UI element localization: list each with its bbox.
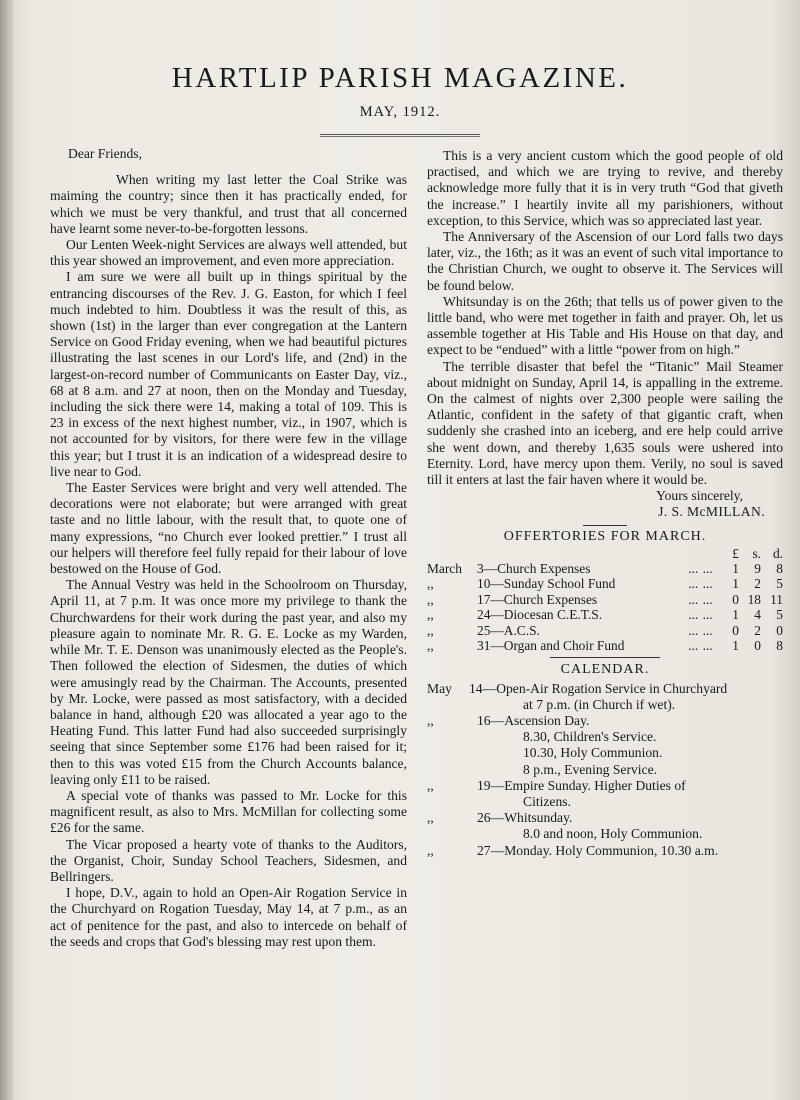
- section-rule: [583, 525, 627, 526]
- letter-paragraph-1: When writing my last letter the Coal Strike was maiming the country; since then it has practically ended, for which we must be very thankful, and trust that all concerned have learnt some never-to-be-forgotten lessons.: [50, 172, 407, 236]
- list-item: ,, 27—Monday. Holy Communion, 10.30 a.m.: [427, 842, 719, 858]
- letter-paragraph-7: The Vicar proposed a hearty vote of thanks to the Auditors, the Organist, Choir, Sunday School Teachers, Sidesmen, and Bellringers.: [50, 836, 407, 884]
- list-item-detail: 8 p.m., Evening Service.: [523, 761, 658, 777]
- salutation: Dear Friends,: [68, 146, 142, 161]
- table-row: ,, 31—Organ and Choir Fund ... ... 1 0 8: [427, 637, 783, 653]
- page-binding-edge: [0, 0, 14, 1100]
- letter-paragraph-2: Our Lenten Week-night Services are always well attended, but this year showed an improvement, and even more appreciation.: [50, 237, 407, 269]
- table-row: ,, 24—Diocesan C.E.T.S. ... ... 1 4 5: [427, 607, 783, 623]
- right-column: [427, 148, 783, 859]
- closing: Yours sincerely,: [656, 488, 743, 504]
- table-row: March 3—Church Expenses ... ... 1 9 8: [427, 560, 783, 576]
- pence-header: d.: [772, 545, 783, 561]
- offertories-header-row: [427, 547, 783, 561]
- list-item: ,, 19—Empire Sunday. Higher Duties of: [427, 777, 686, 793]
- shillings-header: s.: [752, 545, 761, 561]
- section-rule: [550, 657, 660, 658]
- list-item: May 14—Open-Air Rogation Service in Churchyard: [427, 680, 728, 696]
- letter-paragraph-11: Whitsunday is on the 26th; that tells us of power given to the little band, who were met together in faith and prayer. Oh, let us assemble together at His Table and His House on that day, and expect to be “endued” with a little “power from on high.”: [427, 293, 783, 358]
- letter-paragraph-10: The Anniversary of the Ascension of our Lord falls two days later, viz., the 16th; as it was an event of such vital importance to the Christian Church, we ought to observe it. The Services will be found below.: [427, 229, 783, 293]
- list-item-detail: at 7 p.m. (in Church if wet).: [523, 696, 676, 712]
- table-row: ,, 25—A.C.S. ... ... 0 2 0: [427, 622, 783, 638]
- letter-paragraph-9: This is a very ancient custom which the good people of old practised, and which we are trying to revive, and thereby acknowledge more fully that it is in very truth “God that giveth the increase.” I heartily invite all my parishioners, without exception, to this Service, which was so appreciated last year.: [427, 148, 783, 228]
- letter-paragraph-4: The Easter Services were bright and very well attended. The decorations were not elaborate; but were arranged with great taste and no little labour, with the result that, to quote one of many expressions, “no Church ever looked prettier.” I trust all our helpers will therefore feel fully repaid for their labour of love bestowed on the House of God.: [50, 480, 407, 577]
- list-item-detail: 8.30, Children's Service.: [523, 729, 657, 745]
- table-row: ,, 10—Sunday School Fund ... ... 1 2 5: [427, 576, 783, 592]
- letter-paragraph-5: The Annual Vestry was held in the Schoolroom on Thursday, April 11, at 7 p.m. It was once more my privilege to thank the Churchwardens for their work during the past year, and also my pleasure again to nominate Mr. R. G. E. Locke as my Warden, while Mr. T. E. Denson was unanimously elected as the People's. Then followed the election of Sidesmen, the duties of which were amusingly read by the Chairman. The Accounts, presented by Mr. Locke, were passed as most satisfactory, with a decided balance in hand, although £20 was allocated a year ago to the Heating Fund. This latter Fund had also succeeded surprisingly seeing that since September some £176 had been raised for it; then to this was voted £15 from the Church Accounts balance, leaving only £11 to be raised.: [50, 577, 407, 787]
- list-item-detail: 8.0 and noon, Holy Communion.: [523, 826, 703, 842]
- calendar-list: [427, 681, 783, 859]
- letter-paragraph-12: The terrible disaster that befel the “Titanic” Mail Steamer about midnight on Sunday, April 14, is appalling in the extreme. On the calmest of nights over 2,300 people were sailing the Atlantic, confident in the safety of that gigantic craft, when suddenly she crashed into an iceberg, and ere help could arrive she went down, and thereby 1,635 souls were ushered into Eternity. Lord, have mercy upon them. Verily, no soul is saved till it enters at last the fair haven where it would be.: [427, 358, 783, 488]
- offertories-table: [427, 547, 783, 653]
- letter-paragraph-8: I hope, D.V., again to hold an Open-Air Rogation Service in the Churchyard on Rogation Tuesday, May 14, at 7 p.m., as an act of penitence for the past, and also to intercede on behalf of the seeds and crops that God's blessing may rest upon them.: [50, 885, 407, 949]
- table-row: ,, 17—Church Expenses ... ... 0 18 11: [427, 591, 783, 607]
- magazine-title: HARTLIP PARISH MAGAZINE.: [171, 62, 629, 94]
- title-rule: [320, 134, 480, 137]
- left-column: [50, 146, 407, 950]
- pounds-header: £: [732, 545, 739, 561]
- list-item-detail: Citizens.: [523, 793, 571, 809]
- offertories-heading: OFFERTORIES FOR MARCH.: [503, 528, 707, 544]
- list-item: ,, 16—Ascension Day.: [427, 712, 590, 728]
- letter-paragraph-3: I am sure we were all built up in things spiritual by the entrancing discourses of the Rev. J. G. Easton, for which I feel much indebted to him. Doubtless it was the result of this, as shown (1st) in the larger than ever congregation at the Lantern Service on Good Friday evening, when we had beautiful pictures illustrating the last scenes in our Lord's life, and (2nd) in the largest-on-record number of Communicants on Easter Day, viz., 68 at 8 a.m. and 27 at noon, then on the Monday and Tuesday, including the sick there were 14, making a total of 109. This is 23 in excess of the next highest number, viz., in 1907, which is not accounted for by visitors, for there were few in the village this year; but I trust it is an indication of a widespread desire to live near to God.: [50, 269, 407, 479]
- issue-date: MAY, 1912.: [359, 104, 441, 120]
- calendar-heading: CALENDAR.: [560, 662, 650, 678]
- list-item: ,, 26—Whitsunday.: [427, 810, 573, 826]
- signature: J. S. McMILLAN.: [658, 504, 765, 520]
- letter-paragraph-6: A special vote of thanks was passed to Mr. Locke for this magnificent result, as also to Mrs. McMillan for collecting some £26 for the same.: [50, 787, 407, 836]
- list-item-detail: 10.30, Holy Communion.: [523, 745, 663, 761]
